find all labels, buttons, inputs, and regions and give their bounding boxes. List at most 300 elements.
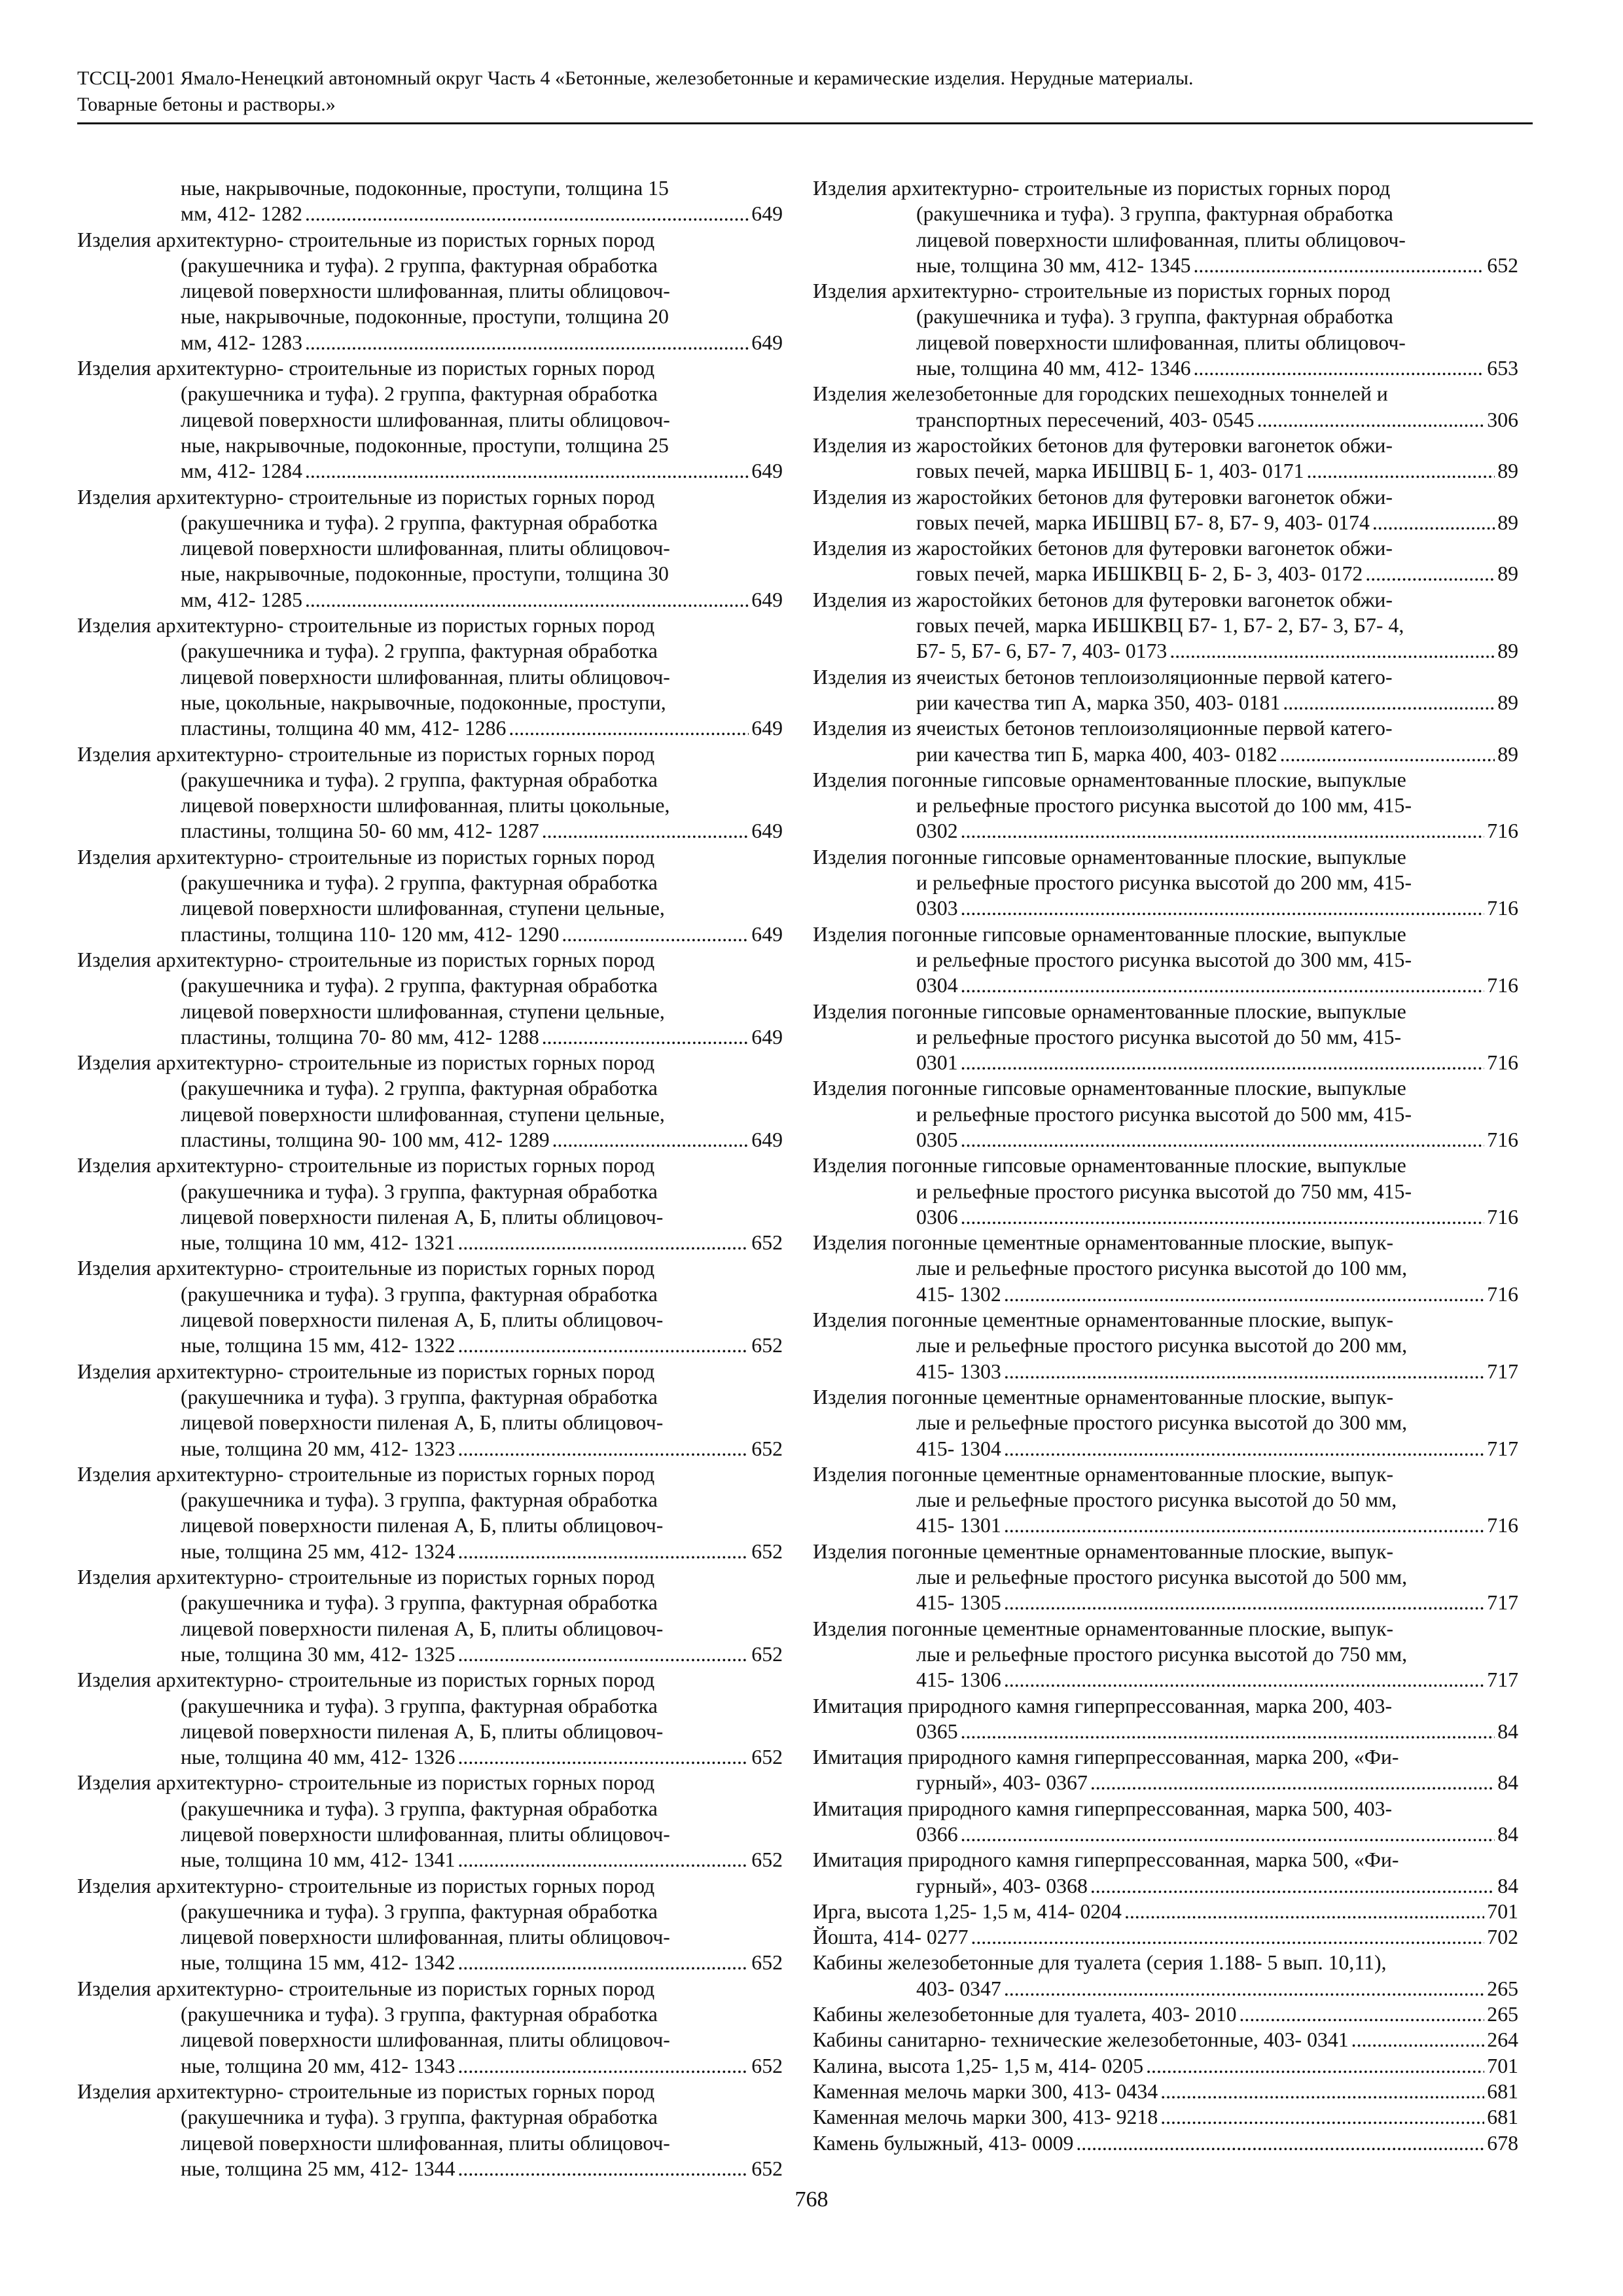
header-line-1: ТССЦ-2001 Ямало-Ненецкий автономный округ Часть 4 «Бетонные, железобетонные и керамические изделия. Нерудные материалы. [77, 67, 1194, 89]
entry-leader-line [813, 2027, 1518, 2053]
entry-leader-line [813, 1899, 1518, 1924]
entry-page-ref: 649 [751, 717, 783, 740]
header-rule [77, 122, 1533, 124]
index-entry [813, 922, 1518, 999]
index-entry [813, 278, 1518, 381]
entry-page-ref: 678 [1487, 2131, 1518, 2155]
dot-leader [305, 201, 749, 226]
entry-line: ные, цокольные, накрывочные, подоконные, проступи, [181, 691, 666, 714]
entry-line: лицевой поверхности шлифованная, плиты облицовоч- [181, 279, 670, 303]
dot-leader [1090, 1873, 1495, 1899]
index-entry [813, 2053, 1518, 2079]
entry-page-ref: 652 [751, 1437, 783, 1460]
entry-line: (ракушечника и туфа). 3 группа, фактурная обработка [181, 1488, 658, 1512]
dot-leader [562, 922, 749, 947]
entry-line: (ракушечника и туфа). 2 группа, фактурная обработка [181, 511, 658, 534]
entry-page-ref: 649 [751, 819, 783, 843]
entry-line: Изделия из жаростойких бетонов для футеровки вагонеток обжи- [813, 485, 1393, 509]
index-entry [813, 664, 1518, 716]
entry-last-line: 0303 [916, 897, 958, 920]
entry-line: лицевой поверхности шлифованная, плиты облицовоч- [181, 2131, 670, 2155]
entry-line: Изделия погонные цементные орнаментованные плоские, выпук- [813, 1385, 1394, 1408]
entry-line: (ракушечника и туфа). 3 группа, фактурная обработка [181, 1899, 658, 1923]
entry-page-ref: 716 [1487, 1051, 1518, 1075]
entry-leader-line [813, 1282, 1518, 1307]
entry-page-ref: 649 [751, 459, 783, 483]
entry-last-line: Калина, высота 1,25- 1,5 м, 414- 0205 [813, 2054, 1144, 2077]
entry-page-ref: 716 [1487, 897, 1518, 920]
entry-page-ref: 265 [1487, 1977, 1518, 2000]
entry-line: Изделия архитектурно- строительные из пористых горных пород [77, 614, 655, 637]
dot-leader [1004, 1590, 1484, 1615]
entry-line: лицевой поверхности шлифованная, плиты облицовоч- [181, 1926, 670, 1949]
header-line-2: Товарные бетоны и растворы.» [77, 94, 336, 115]
entry-page-ref: 652 [751, 1848, 783, 1872]
index-entry [77, 1564, 783, 1667]
index-entry [813, 1924, 1518, 1950]
entry-page-ref: 652 [751, 2157, 783, 2180]
entry-page-ref: 649 [751, 202, 783, 226]
entry-page-ref: 681 [1487, 2079, 1518, 2103]
index-entry [813, 1539, 1518, 1616]
index-entry [77, 2079, 783, 2181]
dot-leader [542, 818, 749, 844]
entry-line: (ракушечника и туфа). 3 группа, фактурная обработка [181, 1179, 658, 1203]
index-entry [813, 1230, 1518, 1307]
entry-line: Изделия погонные гипсовые орнаментованные плоские, выпуклые [813, 922, 1406, 946]
entry-last-line: пластины, толщина 70- 80 мм, 412- 1288 [181, 1025, 539, 1049]
dot-leader [458, 1950, 749, 1975]
entry-page-ref: 701 [1487, 2054, 1518, 2077]
entry-line: (ракушечника и туфа). 2 группа, фактурная обработка [181, 871, 658, 895]
entry-line: (ракушечника и туфа). 3 группа, фактурная обработка [181, 2106, 658, 2129]
entry-leader-line [813, 1770, 1518, 1795]
entry-line: лицевой поверхности шлифованная, плиты облицовоч- [181, 537, 670, 560]
entry-last-line: Кабины железобетонные для туалета, 403- 2010 [813, 2003, 1237, 2026]
entry-leader-line [813, 407, 1518, 433]
index-entry [813, 1899, 1518, 1924]
entry-last-line: гурный», 403- 0368 [916, 1874, 1088, 1897]
entry-line: лицевой поверхности шлифованная, плиты облицовоч- [181, 1823, 670, 1846]
entry-leader-line [77, 715, 783, 741]
entry-line: лые и рельефные простого рисунка высотой до 750 мм, [916, 1642, 1408, 1666]
dot-leader [971, 1924, 1484, 1950]
dot-leader [458, 1230, 749, 1255]
entry-last-line: 0306 [916, 1205, 958, 1229]
entry-leader-line [813, 2053, 1518, 2079]
entry-page-ref: 649 [751, 1025, 783, 1049]
entry-last-line: Каменная мелочь марки 300, 413- 9218 [813, 2106, 1158, 2129]
index-entry [813, 1075, 1518, 1153]
index-entry [813, 381, 1518, 433]
entry-line: и рельефные простого рисунка высотой до 500 мм, 415- [916, 1102, 1412, 1126]
entry-last-line: ные, толщина 30 мм, 412- 1325 [181, 1642, 455, 1666]
dot-leader [1004, 1282, 1484, 1307]
index-entry [813, 2130, 1518, 2156]
index-entry [813, 175, 1518, 278]
dot-leader [458, 1436, 749, 1462]
dot-leader [1351, 2027, 1485, 2053]
entry-line: Изделия архитектурно- строительные из пористых горных пород [77, 1051, 655, 1075]
entry-line: Изделия архитектурно- строительные из пористых горных пород [77, 1977, 655, 2000]
entry-line: лицевой поверхности пиленая А, Б, плиты облицовоч- [181, 1719, 664, 1743]
entry-line: Кабины железобетонные для туалета (серия 1.188- 5 вып. 10,11), [813, 1951, 1387, 1975]
entry-line: Изделия погонные гипсовые орнаментованные плоские, выпуклые [813, 1077, 1406, 1100]
entry-line: Изделия из жаростойких бетонов для футеровки вагонеток обжи- [813, 433, 1393, 457]
entry-last-line: ные, толщина 10 мм, 412- 1341 [181, 1848, 455, 1872]
entry-leader-line [813, 1204, 1518, 1230]
entry-last-line: пластины, толщина 40 мм, 412- 1286 [181, 717, 507, 740]
entry-page-ref: 652 [751, 2054, 783, 2077]
entry-leader-line [813, 973, 1518, 998]
entry-last-line: ные, толщина 30 мм, 412- 1345 [916, 253, 1191, 277]
entry-last-line: Б7- 5, Б7- 6, Б7- 7, 403- 0173 [916, 639, 1168, 663]
entry-page-ref: 89 [1497, 742, 1518, 766]
dot-leader [305, 458, 749, 484]
entry-page-ref: 84 [1497, 1874, 1518, 1897]
index-entry [77, 947, 783, 1050]
entry-leader-line [813, 1976, 1518, 2001]
dot-leader [1004, 1359, 1484, 1384]
entry-line: Имитация природного камня гиперпрессованная, марка 200, «Фи- [813, 1746, 1399, 1769]
entry-last-line: мм, 412- 1282 [181, 202, 302, 226]
dot-leader [1004, 1667, 1484, 1693]
entry-line: лицевой поверхности пиленая А, Б, плиты облицовоч- [181, 1617, 664, 1640]
entry-leader-line [813, 638, 1518, 664]
entry-leader-line [813, 818, 1518, 844]
dot-leader [1004, 1976, 1484, 2001]
entry-last-line: рии качества тип А, марка 350, 403- 0181 [916, 691, 1281, 714]
entry-line: Изделия архитектурно- строительные из пористых горных пород [77, 1566, 655, 1589]
index-column-right [813, 175, 1518, 2156]
entry-page-ref: 89 [1497, 511, 1518, 534]
entry-line: Изделия из жаростойких бетонов для футеровки вагонеток обжи- [813, 537, 1393, 560]
entry-page-ref: 264 [1487, 2028, 1518, 2052]
entry-line: (ракушечника и туфа). 3 группа, фактурная обработка [916, 305, 1393, 329]
entry-last-line: 415- 1303 [916, 1359, 1001, 1383]
index-entry [77, 1770, 783, 1873]
entry-line: Изделия архитектурно- строительные из пористых горных пород [77, 485, 655, 509]
dot-leader [1372, 510, 1495, 535]
entry-page-ref: 89 [1497, 691, 1518, 714]
entry-line: ные, накрывочные, подоконные, проступи, толщина 20 [181, 305, 669, 329]
entry-page-ref: 84 [1497, 1823, 1518, 1846]
entry-line: лицевой поверхности пиленая А, Б, плиты облицовоч- [181, 1308, 664, 1332]
entry-last-line: 403- 0347 [916, 1977, 1001, 2000]
entry-leader-line [77, 1847, 783, 1873]
entry-page-ref: 649 [751, 1128, 783, 1151]
index-entry [813, 1744, 1518, 1796]
dot-leader [305, 587, 749, 613]
entry-page-ref: 716 [1487, 819, 1518, 843]
entry-line: (ракушечника и туфа). 2 группа, фактурная обработка [181, 768, 658, 791]
entry-last-line: ные, толщина 20 мм, 412- 1323 [181, 1437, 455, 1460]
entry-page-ref: 649 [751, 588, 783, 611]
dot-leader [1004, 1513, 1484, 1538]
index-entry [77, 1462, 783, 1564]
entry-line: (ракушечника и туфа). 3 группа, фактурная обработка [181, 1385, 658, 1408]
index-entry [813, 1847, 1518, 1899]
entry-leader-line [813, 355, 1518, 381]
entry-leader-line [77, 2053, 783, 2079]
entry-line: Изделия архитектурно- строительные из пористых горных пород [77, 1462, 655, 1486]
entry-line: Имитация природного камня гиперпрессованная, марка 200, 403- [813, 1694, 1393, 1717]
entry-page-ref: 89 [1497, 459, 1518, 483]
entry-page-ref: 652 [751, 1334, 783, 1357]
entry-leader-line [813, 1873, 1518, 1899]
dot-leader [552, 1127, 749, 1153]
dot-leader [458, 1641, 749, 1667]
entry-page-ref: 653 [1487, 357, 1518, 380]
entry-page-ref: 716 [1487, 1514, 1518, 1537]
entry-last-line: говых печей, марка ИБШВЦ Б7- 8, Б7- 9, 403- 0174 [916, 511, 1370, 534]
entry-page-ref: 716 [1487, 1282, 1518, 1306]
entry-page-ref: 716 [1487, 974, 1518, 997]
index-entry [77, 484, 783, 613]
dot-leader [961, 973, 1485, 998]
dot-leader [1194, 355, 1485, 381]
page-header [77, 65, 1533, 118]
entry-last-line: 0366 [916, 1823, 958, 1846]
entry-line: Изделия архитектурно- строительные из пористых горных пород [77, 357, 655, 380]
entry-line: Изделия архитектурно- строительные из пористых горных пород [813, 177, 1391, 200]
entry-page-ref: 649 [751, 922, 783, 946]
index-entry [77, 1976, 783, 2079]
entry-last-line: ные, толщина 10 мм, 412- 1321 [181, 1231, 455, 1255]
entry-leader-line [813, 1590, 1518, 1615]
entry-leader-line [813, 2104, 1518, 2130]
index-entry [77, 227, 783, 355]
entry-line: Изделия архитектурно- строительные из пористых горных пород [77, 2079, 655, 2103]
index-entry [813, 1796, 1518, 1848]
entry-line: и рельефные простого рисунка высотой до 750 мм, 415- [916, 1179, 1412, 1203]
entry-line: лицевой поверхности шлифованная, ступени цельные, [181, 999, 665, 1023]
entry-last-line: ные, толщина 20 мм, 412- 1343 [181, 2054, 455, 2077]
entry-leader-line [77, 2156, 783, 2181]
index-entry [813, 767, 1518, 844]
entry-line: (ракушечника и туфа). 2 группа, фактурная обработка [181, 382, 658, 406]
entry-leader-line [77, 587, 783, 613]
index-entry [813, 2027, 1518, 2053]
index-entry [813, 535, 1518, 587]
entry-last-line: рии качества тип Б, марка 400, 403- 0182 [916, 742, 1277, 766]
entry-leader-line [77, 818, 783, 844]
entry-line: (ракушечника и туфа). 3 группа, фактурная обработка [916, 202, 1393, 226]
entry-line: лицевой поверхности шлифованная, плиты облицовоч- [181, 408, 670, 431]
dot-leader [1365, 561, 1495, 586]
dot-leader [1160, 2079, 1484, 2104]
entry-line: Изделия архитектурно- строительные из пористых горных пород [77, 1874, 655, 1897]
entry-leader-line [77, 1950, 783, 1975]
entry-line: (ракушечника и туфа). 2 группа, фактурная обработка [181, 974, 658, 997]
dot-leader [1160, 2104, 1484, 2130]
entry-line: (ракушечника и туфа). 3 группа, фактурная обработка [181, 1694, 658, 1717]
entry-page-ref: 717 [1487, 1359, 1518, 1383]
entry-leader-line [813, 690, 1518, 715]
entry-leader-line [813, 895, 1518, 921]
entry-last-line: 0305 [916, 1128, 958, 1151]
entry-last-line: 415- 1306 [916, 1668, 1001, 1692]
entry-last-line: ные, толщина 40 мм, 412- 1326 [181, 1746, 455, 1769]
dot-leader [1146, 2053, 1484, 2079]
entry-leader-line [77, 1539, 783, 1564]
entry-line: лицевой поверхности шлифованная, плиты облицовоч- [181, 2028, 670, 2052]
dot-leader [1124, 1899, 1484, 1924]
dot-leader [961, 1719, 1495, 1744]
entry-leader-line [813, 1127, 1518, 1153]
index-entry [77, 844, 783, 947]
entry-leader-line [813, 2079, 1518, 2104]
entry-last-line: говых печей, марка ИБШКВЦ Б- 2, Б- 3, 403- 0172 [916, 562, 1363, 586]
entry-last-line: ные, толщина 40 мм, 412- 1346 [916, 357, 1191, 380]
entry-line: лицевой поверхности пиленая А, Б, плиты облицовоч- [181, 1411, 664, 1435]
entry-leader-line [77, 458, 783, 484]
index-column-left [77, 175, 783, 2181]
entry-leader-line [813, 1050, 1518, 1075]
entry-line: Изделия архитектурно- строительные из пористых горных пород [77, 228, 655, 251]
index-entry [813, 1616, 1518, 1693]
entry-line: лицевой поверхности шлифованная, ступени цельные, [181, 1102, 665, 1126]
entry-leader-line [813, 742, 1518, 767]
entry-line: говых печей, марка ИБШКВЦ Б7- 1, Б7- 2, Б7- 3, Б7- 4, [916, 614, 1404, 637]
entry-line: Изделия из жаростойких бетонов для футеровки вагонеток обжи- [813, 588, 1393, 611]
entry-last-line: 0301 [916, 1051, 958, 1075]
index-entry [813, 844, 1518, 922]
entry-line: (ракушечника и туфа). 3 группа, фактурная обработка [181, 1591, 658, 1615]
index-entry [77, 1255, 783, 1358]
index-entry [813, 2001, 1518, 2027]
entry-last-line: Йошта, 414- 0277 [813, 1926, 969, 1949]
entry-line: Изделия архитектурно- строительные из пористых горных пород [77, 1668, 655, 1692]
entry-line: Изделия железобетонные для городских пешеходных тоннелей и [813, 382, 1388, 406]
index-entry [813, 1950, 1518, 2001]
index-entry [813, 1384, 1518, 1462]
entry-line: лицевой поверхности шлифованная, плиты цокольные, [181, 794, 670, 817]
entry-line: и рельефные простого рисунка высотой до 200 мм, 415- [916, 871, 1412, 895]
entry-last-line: гурный», 403- 0367 [916, 1771, 1088, 1795]
entry-page-ref: 681 [1487, 2106, 1518, 2129]
dot-leader [1004, 1436, 1484, 1462]
entry-leader-line [813, 2130, 1518, 2156]
entry-leader-line [77, 201, 783, 226]
entry-line: лые и рельефные простого рисунка высотой до 100 мм, [916, 1257, 1408, 1280]
index-entry [77, 1667, 783, 1770]
entry-line: Имитация природного камня гиперпрессованная, марка 500, 403- [813, 1797, 1393, 1820]
entry-page-ref: 717 [1487, 1668, 1518, 1692]
entry-leader-line [77, 1127, 783, 1153]
index-entry [813, 1462, 1518, 1539]
index-entry [813, 2079, 1518, 2104]
entry-last-line: пластины, толщина 90- 100 мм, 412- 1289 [181, 1128, 550, 1151]
index-entry [813, 999, 1518, 1076]
entry-leader-line [813, 510, 1518, 535]
entry-line: и рельефные простого рисунка высотой до 100 мм, 415- [916, 794, 1412, 817]
index-entry [813, 484, 1518, 536]
entry-page-ref: 84 [1497, 1719, 1518, 1743]
entry-line: Изделия архитектурно- строительные из пористых горных пород [77, 1359, 655, 1383]
entry-line: Изделия архитектурно- строительные из пористых горных пород [77, 742, 655, 766]
entry-line: лые и рельефные простого рисунка высотой до 300 мм, [916, 1411, 1408, 1435]
dot-leader [1257, 407, 1485, 433]
entry-line: Изделия погонные цементные орнаментованные плоские, выпук- [813, 1308, 1394, 1332]
entry-line: (ракушечника и туфа). 2 группа, фактурная обработка [181, 253, 658, 277]
index-entry [77, 613, 783, 741]
dot-leader [961, 818, 1485, 844]
index-entry [77, 742, 783, 844]
entry-leader-line [813, 561, 1518, 586]
entry-last-line: ные, толщина 25 мм, 412- 1324 [181, 1539, 455, 1563]
entry-line: Изделия погонные цементные орнаментованные плоские, выпук- [813, 1539, 1394, 1563]
entry-page-ref: 265 [1487, 2003, 1518, 2026]
entry-leader-line [813, 458, 1518, 484]
entry-line: (ракушечника и туфа). 3 группа, фактурная обработка [181, 1282, 658, 1306]
index-entry [77, 355, 783, 484]
dot-leader [1240, 2001, 1485, 2027]
dot-leader [1194, 253, 1485, 278]
entry-line: лые и рельефные простого рисунка высотой до 50 мм, [916, 1488, 1397, 1512]
entry-last-line: 415- 1304 [916, 1437, 1001, 1460]
entry-leader-line [813, 2001, 1518, 2027]
entry-line: и рельефные простого рисунка высотой до 300 мм, 415- [916, 948, 1412, 971]
dot-leader [1307, 458, 1495, 484]
entry-leader-line [813, 1667, 1518, 1693]
entry-leader-line [77, 330, 783, 355]
entry-leader-line [77, 922, 783, 947]
entry-line: Изделия погонные гипсовые орнаментованные плоские, выпуклые [813, 999, 1406, 1023]
dot-leader [1076, 2130, 1484, 2156]
dot-leader [458, 2053, 749, 2079]
entry-last-line: ные, толщина 25 мм, 412- 1344 [181, 2157, 455, 2180]
entry-leader-line [77, 1230, 783, 1255]
entry-leader-line [813, 1359, 1518, 1384]
entry-last-line: Каменная мелочь марки 300, 413- 0434 [813, 2079, 1158, 2103]
dot-leader [961, 1821, 1495, 1847]
entry-page-ref: 84 [1497, 1771, 1518, 1795]
entry-last-line: Кабины санитарно- технические железобетонные, 403- 0341 [813, 2028, 1349, 2052]
entry-last-line: Ирга, высота 1,25- 1,5 м, 414- 0204 [813, 1899, 1122, 1923]
entry-line: Изделия архитектурно- строительные из пористых горных пород [813, 279, 1391, 303]
index-entry [813, 433, 1518, 484]
entry-leader-line [77, 1024, 783, 1050]
entry-line: и рельефные простого рисунка высотой до 50 мм, 415- [916, 1025, 1402, 1049]
entry-page-ref: 652 [751, 1539, 783, 1563]
dot-leader [458, 1847, 749, 1873]
entry-line: лицевой поверхности шлифованная, плиты облицовоч- [181, 665, 670, 689]
index-entry [813, 2104, 1518, 2130]
entry-line: Изделия погонные гипсовые орнаментованные плоские, выпуклые [813, 1154, 1406, 1177]
dot-leader [458, 1333, 749, 1358]
dot-leader [458, 1744, 749, 1770]
dot-leader [1090, 1770, 1495, 1795]
page-number: 768 [794, 2187, 829, 2212]
entry-line: лые и рельефные простого рисунка высотой до 200 мм, [916, 1334, 1408, 1357]
entry-leader-line [813, 1436, 1518, 1462]
dot-leader [458, 1539, 749, 1564]
entry-leader-line [813, 1821, 1518, 1847]
entry-page-ref: 701 [1487, 1899, 1518, 1923]
entry-last-line: ные, толщина 15 мм, 412- 1342 [181, 1951, 455, 1975]
entry-last-line: мм, 412- 1285 [181, 588, 302, 611]
dot-leader [961, 1050, 1485, 1075]
index-entry [813, 715, 1518, 767]
dot-leader [508, 715, 749, 741]
dot-leader [542, 1024, 749, 1050]
entry-last-line: говых печей, марка ИБШВЦ Б- 1, 403- 0171 [916, 459, 1304, 483]
entry-last-line: 0304 [916, 974, 958, 997]
entry-line: (ракушечника и туфа). 3 группа, фактурная обработка [181, 1797, 658, 1820]
entry-leader-line [77, 1641, 783, 1667]
index-entry [77, 1153, 783, 1255]
